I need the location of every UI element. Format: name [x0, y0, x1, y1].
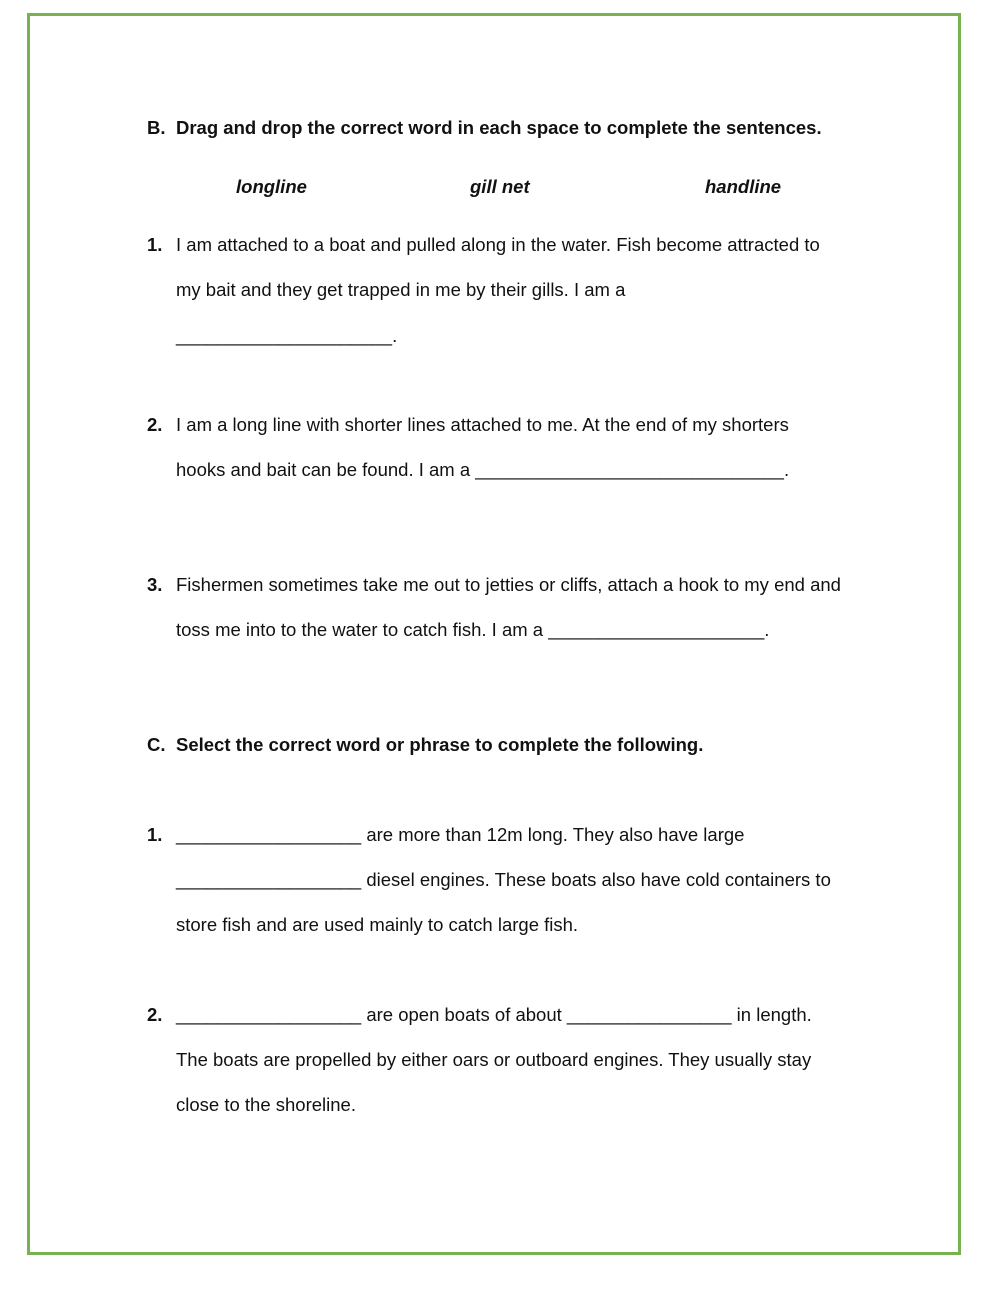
section-b-letter: B.	[147, 117, 166, 138]
c-item-2-line-3: close to the shoreline.	[176, 1094, 356, 1115]
b-item-2-line-1: I am a long line with shorter lines attached to me. At the end of my shorters	[176, 414, 789, 435]
section-c-letter: C.	[147, 734, 166, 755]
b-item-1-line-1: I am attached to a boat and pulled along in the water. Fish become attracted to	[176, 234, 820, 255]
b-item-1-number: 1.	[147, 234, 163, 255]
section-c-instruction: Select the correct word or phrase to complete the following.	[176, 734, 704, 755]
b-item-3-number: 3.	[147, 574, 163, 595]
c-item-1-line-2[interactable]: __________________ diesel engines. These boats also have cold containers to	[176, 869, 831, 890]
c-item-2-number: 2.	[147, 1004, 163, 1025]
word-bank-longline[interactable]: longline	[236, 176, 307, 197]
c-item-2-line-1[interactable]: __________________ are open boats of about ________________ in length.	[176, 1004, 812, 1025]
b-item-1-line-2: my bait and they get trapped in me by their gills. I am a	[176, 279, 626, 300]
word-bank-gill-net[interactable]: gill net	[470, 176, 530, 197]
c-item-1-line-3: store fish and are used mainly to catch large fish.	[176, 914, 579, 935]
c-item-1-line-1[interactable]: __________________ are more than 12m long. They also have large	[176, 824, 745, 845]
c-item-1-number: 1.	[147, 824, 163, 845]
word-bank-handline[interactable]: handline	[705, 176, 782, 197]
c-item-2-line-2: The boats are propelled by either oars or outboard engines. They usually stay	[176, 1049, 812, 1070]
b-item-1-blank[interactable]: _____________________.	[176, 325, 398, 346]
b-item-2-line-2[interactable]: hooks and bait can be found. I am a ______________________________.	[176, 459, 790, 480]
section-b-instruction: Drag and drop the correct word in each space to complete the sentences.	[176, 117, 822, 138]
b-item-3-line-2[interactable]: toss me into to the water to catch fish. I am a _____________________.	[176, 619, 770, 640]
b-item-3-line-1: Fishermen sometimes take me out to jetties or cliffs, attach a hook to my end and	[176, 574, 841, 595]
b-item-2-number: 2.	[147, 414, 163, 435]
